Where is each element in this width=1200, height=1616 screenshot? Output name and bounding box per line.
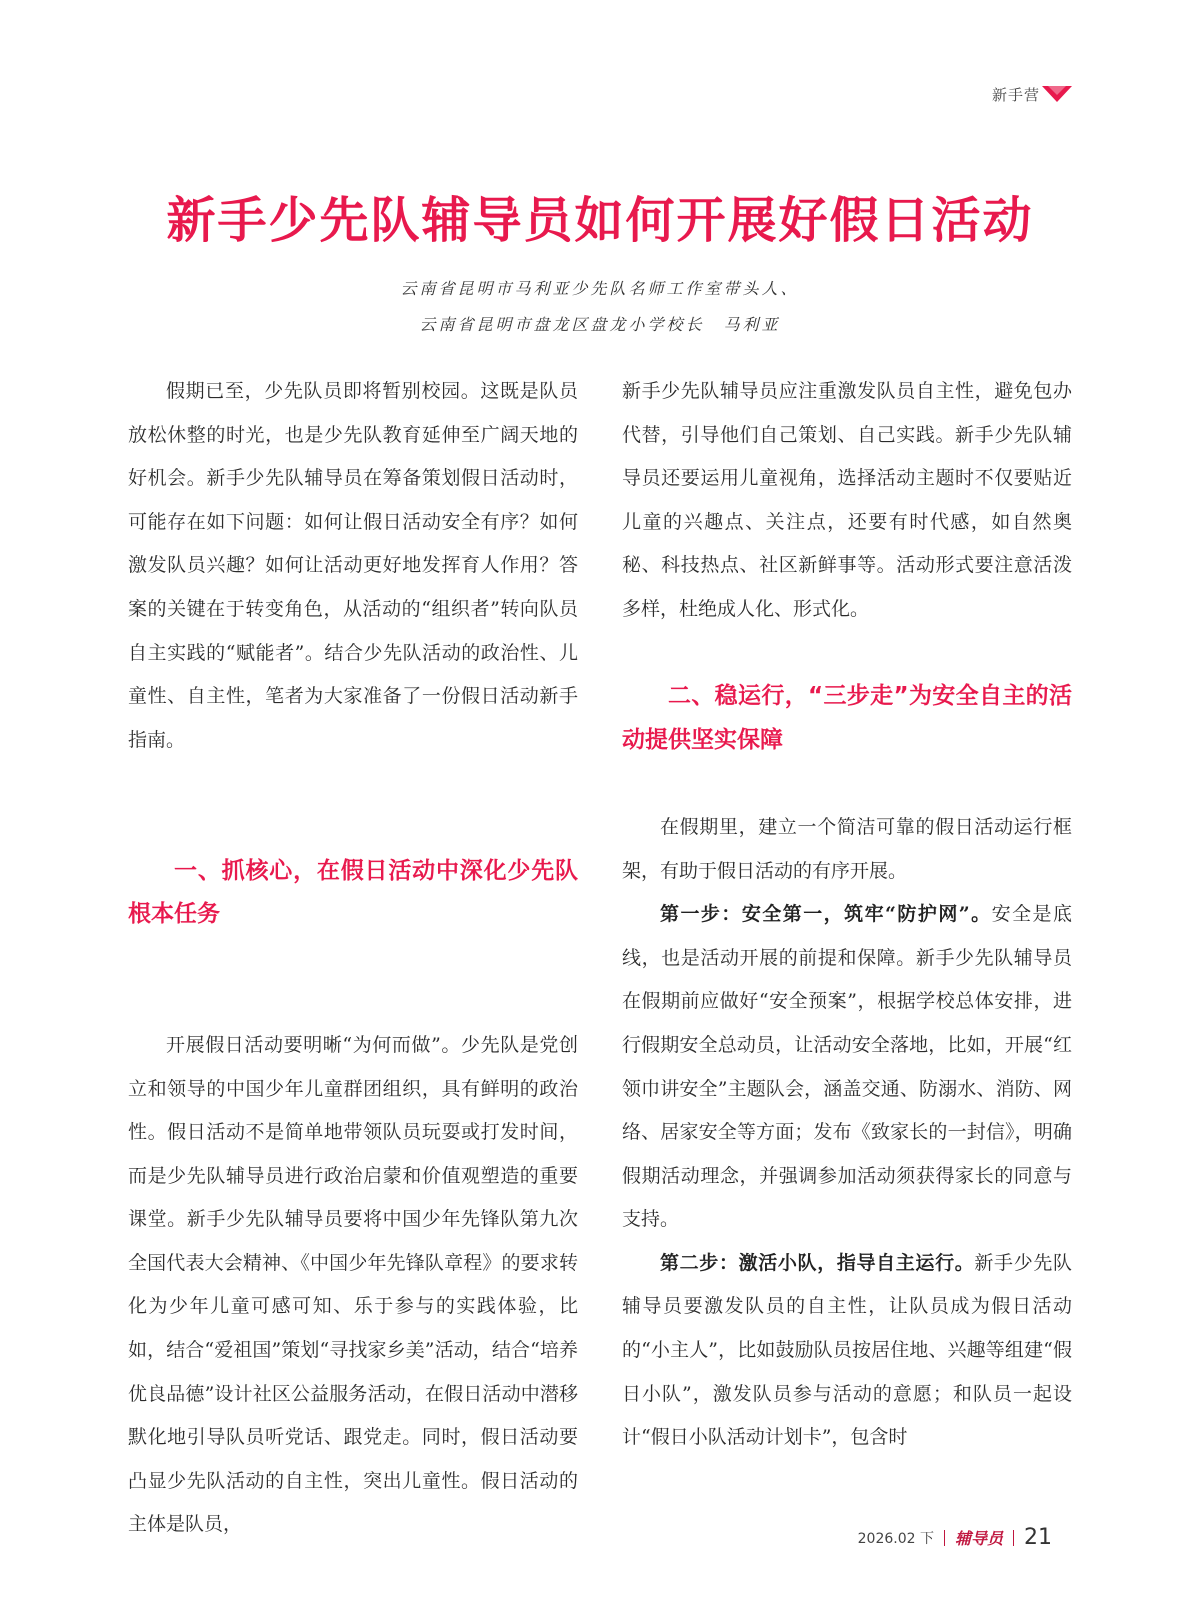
right-column (622, 370, 1072, 1460)
section1-heading: 一、抓核心，在假日活动中深化少先队根本任务 (128, 857, 578, 928)
step2-body: 新手少先队辅导员要激发队员的自主性，让队员成为假日活动的“小主人”，比如鼓励队员按居住地、兴趣等组建“假日小队”，激发队员参与活动的意愿；和队员一起设计“假日小队活动计划卡”，包含时 (622, 1251, 1072, 1449)
footer-divider (1013, 1530, 1014, 1546)
section2-heading: 二、稳运行，“三步走”为安全自主的活动提供坚实保障 (622, 683, 1072, 753)
section1-paragraph: 开展假日活动要明晰“为何而做”。少先队是党创立和领导的中国少年儿童群团组织，具有鲜明的政治性。假日活动不是简单地带领队员玩耍或打发时间，而是少先队辅导员进行政治启蒙和价值观塑造的重要课堂。新手少先队辅导员要将中国少年先锋队第九次全国代表大会精神、《中国少年先锋队章程》的要求转化为少年儿童可感可知、乐于参与的实践体验，比如，结合“爱祖国”策划“寻找家乡美”活动，结合“培养优良品德”设计社区公益服务活动，在假日活动中潜移默化地引导队员听党话、跟党走。同时，假日活动要凸显少先队活动的自主性，突出儿童性。假日活动的主体是队员， (128, 1033, 578, 1536)
step1-body: 安全是底线，也是活动开展的前提和保障。新手少先队辅导员在假期前应做好“安全预案”，根据学校总体安排，进行假期安全总动员，让活动安全落地，比如，开展“红领巾讲安全”主题队会，涵盖交通、防溺水、消防、网络、居家安全等方面；发布《致家长的一封信》，明确假期活动理念，并强调参加活动须获得家长的同意与支持。 (622, 903, 1072, 1231)
left-column (128, 370, 578, 1547)
section2-intro-paragraph: 在假期里，建立一个简洁可靠的假日活动运行框架，有助于假日活动的有序开展。 (622, 815, 1072, 882)
step2-paragraph (622, 1242, 1072, 1460)
magazine-logo: 辅导员 (954, 1529, 1003, 1548)
step1-title: 第一步：安全第一，筑牢“防护网”。 (660, 903, 992, 926)
article-title: 新手少先队辅导员如何开展好假日活动 (166, 192, 1034, 249)
page-footer (858, 1525, 1052, 1550)
page-number: 21 (1024, 1525, 1052, 1550)
issue-date: 2026.02 下 (857, 1530, 934, 1547)
step2-title: 第二步：激活小队，指导自主运行。 (660, 1251, 975, 1274)
continued-paragraph: 新手少先队辅导员应注重激发队员自主性，避免包办代替，引导他们自己策划、自己实践。新手少先队辅导员还要运用儿童视角，选择活动主题时不仅要贴近儿童的兴趣点、关注点，还要有时代感，如自然奥秘、科技热点、社区新鲜事等。活动形式要注意活泼多样，杜绝成人化、形式化。 (622, 380, 1072, 620)
author-affiliation-line1: 云南省昆明市马利亚少先队名师工作室带头人、 (400, 279, 800, 298)
step1-paragraph (622, 893, 1072, 1242)
section-tag: 新手营 (991, 86, 1040, 104)
red-triangle-icon (1042, 86, 1072, 102)
footer-divider (944, 1530, 945, 1546)
author-affiliation-line2: 云南省昆明市盘龙区盘龙小学校长 马利亚 (419, 315, 781, 334)
intro-paragraph: 假期已至，少先队员即将暂别校园。这既是队员放松休整的时光，也是少先队教育延伸至广阔天地的好机会。新手少先队辅导员在筹备策划假日活动时，可能存在如下问题：如何让假日活动安全有序？如何激发队员兴趣？如何让活动更好地发挥育人作用？答案的关键在于转变角色，从活动的“组织者”转向队员自主实践的“赋能者”。结合少先队活动的政治性、儿童性、自主性，笔者为大家准备了一份假日活动新手指南。 (128, 380, 578, 751)
